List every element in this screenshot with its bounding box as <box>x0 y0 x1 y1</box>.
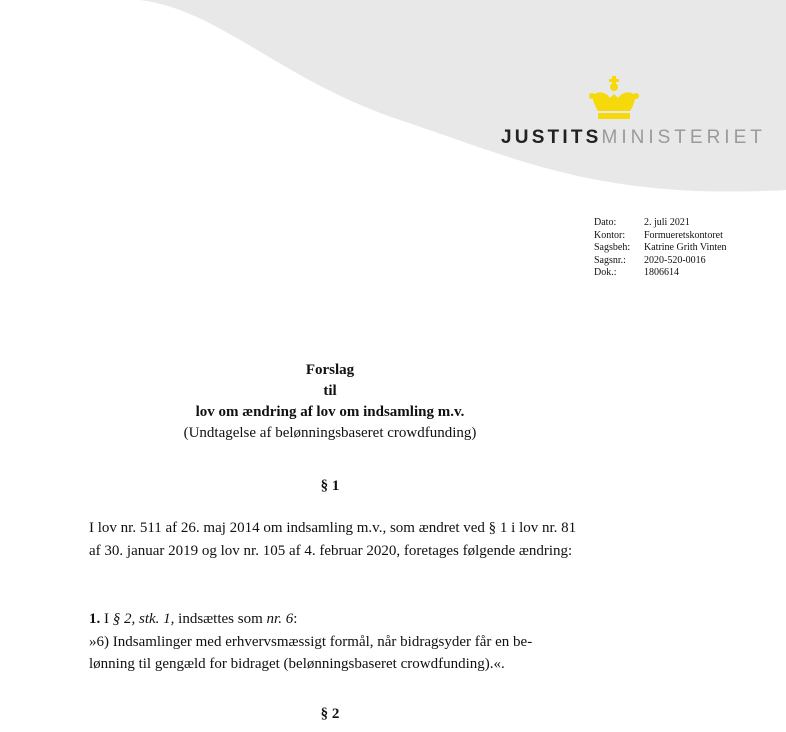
meta-row-office <box>594 230 727 243</box>
meta-value: 2. juli 2021 <box>644 217 690 228</box>
document-metadata <box>594 217 727 280</box>
section-2-heading: § 2 <box>320 706 340 722</box>
title-line-1: Forslag <box>305 362 355 378</box>
item-text-mid: indsættes som <box>178 611 263 627</box>
meta-label: Dok.: <box>594 267 617 278</box>
header-wave-background <box>0 0 786 200</box>
section-1-intro: I lov nr. 511 af 26. maj 2014 om indsamling m.v., som ændret ved § 1 i lov nr. 81 af 30. januar 2019 og lov nr. 105 af 4. februar 2020, foretages følgende ændring: <box>89 520 577 559</box>
meta-label: Sagsnr.: <box>594 254 626 266</box>
insert-text-line-1: »6) Indsamlinger med erhvervsmæssigt formål, når bidragsyder får en be- <box>89 633 533 650</box>
insert-text-line-2: lønning til gengæld for bidraget (belønningsbaseret crowdfunding).«. <box>89 656 505 672</box>
meta-row-date <box>594 217 727 230</box>
crown-icon <box>588 76 640 122</box>
title-line-3: lov om ændring af lov om indsamling m.v. <box>195 404 465 420</box>
item-reference: § 2, stk. 1, <box>112 611 175 627</box>
logo-text-light: MINISTERIET <box>601 127 766 148</box>
meta-value: 1806614 <box>644 267 679 278</box>
bill-title <box>0 360 660 444</box>
section-1-heading: § 1 <box>320 478 340 494</box>
meta-row-document <box>594 267 727 280</box>
meta-row-case-handler <box>594 242 727 255</box>
title-subtitle: (Undtagelse af belønningsbaseret crowdfunding) <box>183 425 477 441</box>
meta-label: Kontor: <box>594 229 626 241</box>
meta-label: Dato: <box>594 217 617 228</box>
ministry-logo <box>501 127 766 149</box>
meta-row-case-number <box>594 255 727 268</box>
item-number: 1. <box>89 611 101 627</box>
meta-value: Katrine Grith Vinten <box>644 242 727 253</box>
item-colon: : <box>293 611 298 627</box>
title-line-2: til <box>323 383 337 399</box>
item-text-pre: I <box>104 611 109 627</box>
meta-value: 2020-520-0016 <box>644 254 706 266</box>
meta-value: Formueretskontoret <box>644 229 723 241</box>
logo-text-bold: JUSTITS <box>501 127 602 148</box>
meta-label: Sagsbeh: <box>594 242 631 253</box>
amendment-item-1 <box>89 608 589 676</box>
item-number-ref: nr. 6 <box>266 611 294 627</box>
